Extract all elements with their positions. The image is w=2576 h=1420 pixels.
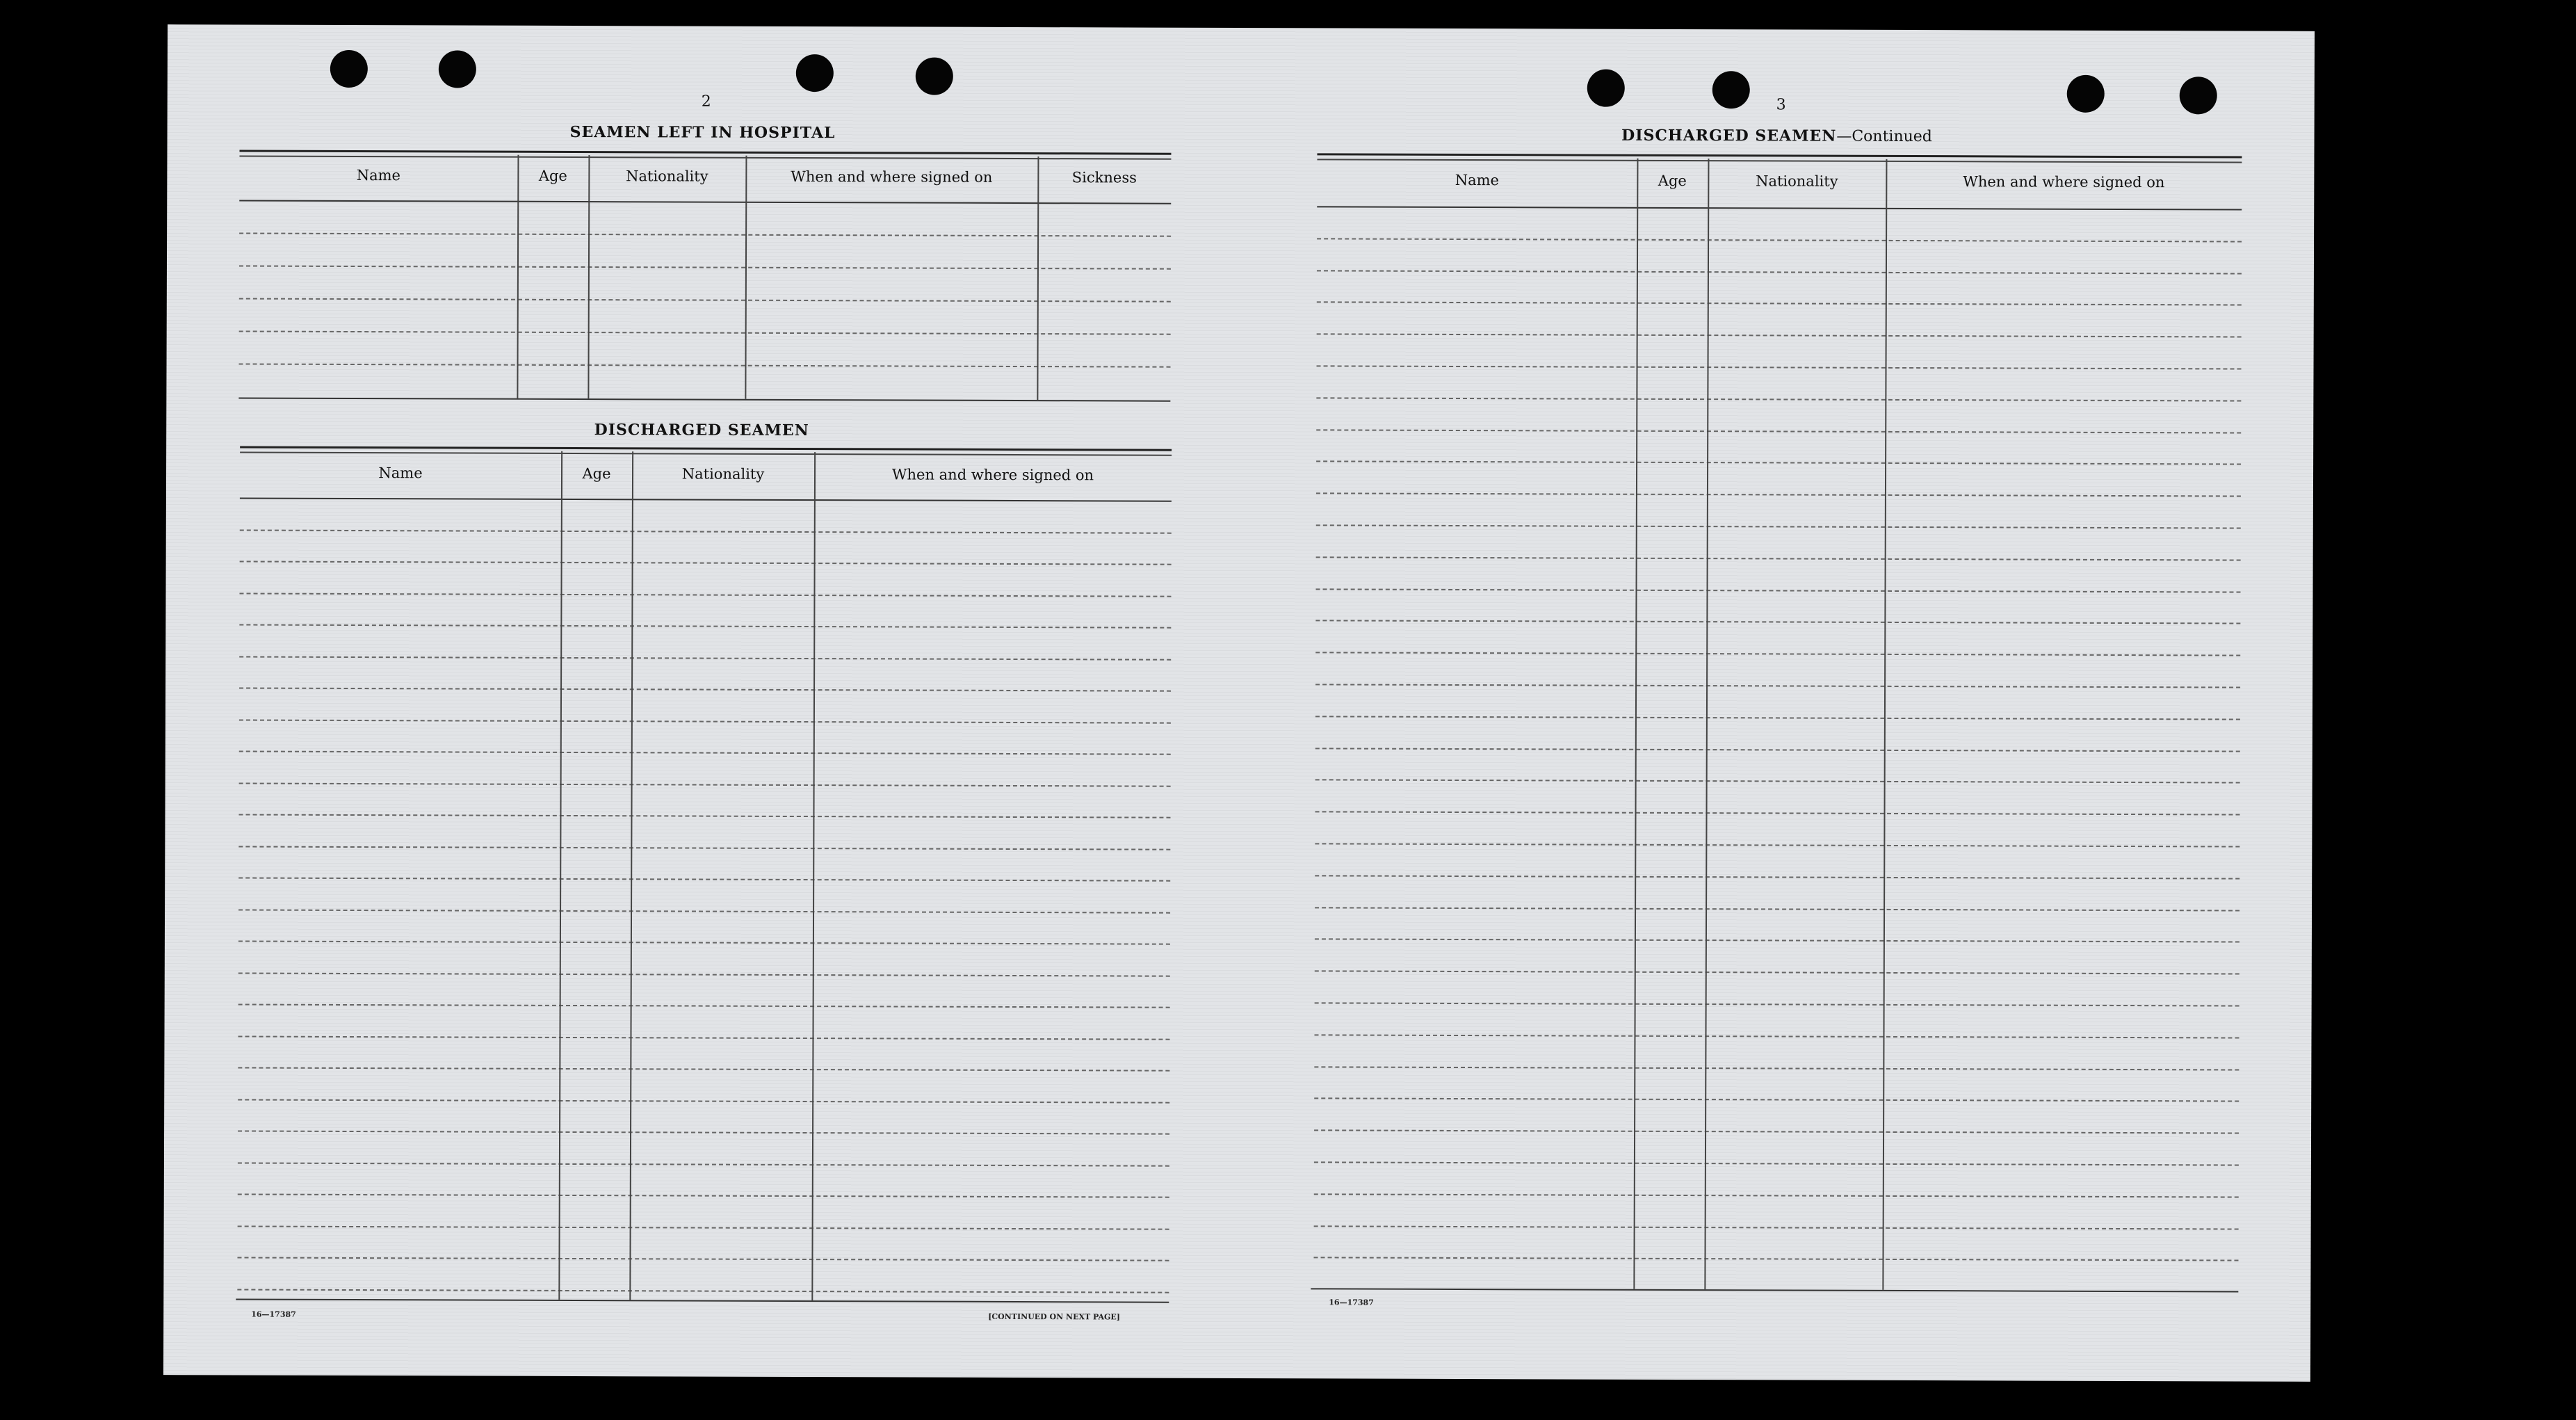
row-ruling-line — [1314, 1225, 2239, 1229]
row-ruling-line — [1317, 365, 2242, 369]
right-col-nationality: Nationality — [1756, 172, 1838, 190]
row-ruling-line — [239, 782, 1171, 786]
punch-hole — [796, 54, 834, 92]
row-ruling-line — [1315, 938, 2239, 942]
hospital-col-divider — [1037, 156, 1039, 400]
row-ruling-line — [1316, 460, 2241, 465]
row-ruling-line — [238, 814, 1170, 818]
row-ruling-line — [1315, 716, 2240, 720]
row-ruling-line — [238, 877, 1170, 881]
row-ruling-line — [1314, 1161, 2239, 1165]
punch-hole — [1712, 71, 1750, 108]
page-number-left: 2 — [701, 92, 711, 111]
row-ruling-line — [1316, 524, 2241, 529]
row-ruling-line — [238, 846, 1170, 850]
row-ruling-line — [1316, 588, 2241, 592]
hospital-col-divider — [517, 155, 519, 398]
row-ruling-line — [1315, 907, 2239, 911]
row-ruling-line — [238, 1225, 1169, 1229]
discharged-col-signed-on: When and where signed on — [891, 466, 1094, 484]
row-ruling-line — [1316, 556, 2241, 560]
right-col-signed-on: When and where signed on — [1963, 173, 2165, 191]
right-bottom-rule — [1311, 1288, 2238, 1292]
hospital-col-sickness: Sickness — [1071, 169, 1137, 186]
row-ruling-line — [238, 1162, 1169, 1166]
hospital-col-name: Name — [356, 167, 401, 184]
document-page — [163, 24, 2315, 1382]
discharged-col-age: Age — [582, 465, 611, 483]
row-ruling-line — [1314, 1034, 2239, 1038]
row-ruling-line — [239, 750, 1171, 755]
row-ruling-line — [238, 1035, 1169, 1040]
discharged-col-name: Name — [378, 465, 423, 482]
row-ruling-line — [1315, 748, 2240, 752]
hospital-col-age: Age — [538, 167, 567, 184]
row-ruling-line — [1315, 811, 2240, 815]
discharged-header-rule — [240, 497, 1172, 501]
row-ruling-line — [238, 1003, 1170, 1008]
row-ruling-line — [1314, 1066, 2239, 1070]
row-ruling-line — [1315, 970, 2239, 974]
row-ruling-line — [1316, 397, 2241, 401]
continued-note: [CONTINUED ON NEXT PAGE] — [988, 1312, 1121, 1322]
row-ruling-line — [1315, 875, 2239, 879]
punch-hole — [2180, 76, 2217, 114]
row-ruling-line — [238, 1067, 1169, 1071]
row-ruling-line — [1316, 429, 2241, 433]
row-ruling-line — [1315, 652, 2240, 656]
row-ruling-line — [1314, 1129, 2239, 1133]
hospital-col-divider — [745, 156, 747, 399]
punch-hole — [916, 58, 953, 95]
form-number-right: 16—17387 — [1329, 1298, 1374, 1307]
right-col-age: Age — [1658, 172, 1687, 190]
punch-hole — [1587, 70, 1625, 107]
discharged-bottom-rule — [236, 1298, 1169, 1302]
right-section-title — [1315, 125, 2239, 146]
row-ruling-line — [1314, 1097, 2239, 1102]
row-ruling-line — [1313, 1257, 2238, 1261]
right-col-divider — [1882, 159, 1887, 1290]
row-ruling-line — [239, 687, 1171, 691]
row-ruling-line — [240, 560, 1172, 565]
row-ruling-line — [1315, 843, 2239, 847]
right-header-rule — [1317, 206, 2242, 210]
hospital-bottom-rule — [238, 397, 1170, 401]
row-ruling-line — [239, 298, 1171, 302]
row-ruling-line — [239, 265, 1171, 269]
row-ruling-line — [239, 592, 1171, 597]
discharged-top-rule — [240, 446, 1172, 455]
row-ruling-line — [238, 1099, 1169, 1103]
row-ruling-line — [238, 1193, 1169, 1197]
row-ruling-line — [238, 940, 1170, 944]
form-number-left: 16—17387 — [251, 1309, 296, 1319]
row-ruling-line — [1314, 1193, 2239, 1197]
row-ruling-line — [239, 232, 1171, 236]
hospital-col-divider — [588, 155, 590, 398]
right-col-divider — [1704, 159, 1709, 1289]
row-ruling-line — [239, 330, 1171, 334]
row-ruling-line — [1316, 492, 2241, 497]
hospital-top-rule — [239, 150, 1171, 159]
hospital-col-signed-on: When and where signed on — [791, 168, 993, 186]
row-ruling-line — [240, 529, 1172, 533]
right-section-title-suffix: —Continued — [1836, 127, 1932, 146]
hospital-section-title: SEAMEN LEFT IN HOSPITAL — [569, 122, 836, 143]
row-ruling-line — [1315, 779, 2240, 783]
row-ruling-line — [1317, 238, 2242, 242]
discharged-col-nationality: Nationality — [681, 465, 765, 483]
row-ruling-line — [1317, 333, 2242, 337]
row-ruling-line — [239, 719, 1171, 723]
row-ruling-line — [239, 363, 1171, 367]
row-ruling-line — [1317, 270, 2242, 274]
row-ruling-line — [239, 624, 1171, 628]
right-col-divider — [1633, 159, 1638, 1289]
row-ruling-line — [238, 1130, 1169, 1134]
right-col-name: Name — [1455, 171, 1500, 189]
discharged-col-divider — [558, 451, 562, 1300]
hospital-header-rule — [239, 200, 1171, 204]
row-ruling-line — [1317, 301, 2242, 305]
punch-hole — [439, 50, 476, 88]
row-ruling-line — [237, 1257, 1169, 1261]
punch-hole — [330, 50, 368, 88]
discharged-section-title: DISCHARGED SEAMEN — [594, 421, 809, 440]
right-section-title-main: DISCHARGED SEAMEN — [1621, 126, 1837, 145]
row-ruling-line — [1315, 1002, 2239, 1006]
row-ruling-line — [238, 909, 1170, 913]
row-ruling-line — [1315, 684, 2240, 688]
row-ruling-line — [1315, 620, 2240, 624]
page-number-right: 3 — [1776, 96, 1786, 114]
punch-hole — [2067, 75, 2105, 113]
row-ruling-line — [238, 972, 1170, 976]
hospital-col-nationality: Nationality — [626, 168, 708, 185]
row-ruling-line — [237, 1289, 1169, 1293]
right-top-rule — [1317, 153, 2242, 163]
discharged-col-divider — [629, 451, 633, 1300]
row-ruling-line — [239, 656, 1171, 660]
discharged-col-divider — [811, 452, 816, 1300]
